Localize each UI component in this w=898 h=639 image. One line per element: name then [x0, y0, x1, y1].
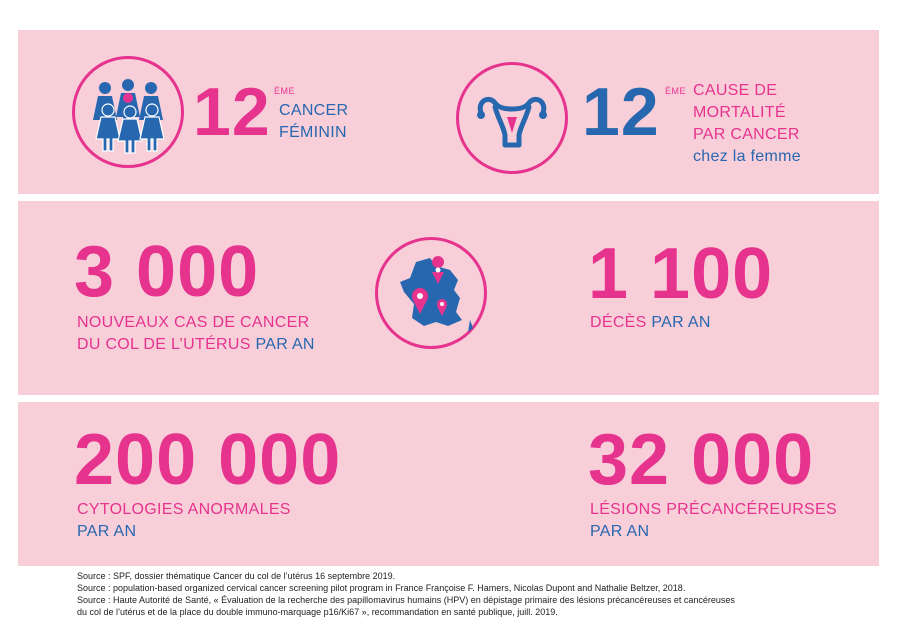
uterus-icon-circle	[456, 62, 568, 174]
stat4-label-suffix: PAR AN	[646, 314, 711, 331]
france-map-icon-circle	[375, 237, 487, 349]
uterus-icon	[459, 65, 565, 171]
stat2-line1: CAUSE DE	[693, 82, 778, 99]
source-line: Source : population-based organized cervical cancer screening pilot program in France Françoise F. Hamers, Nicolas Dupont and Nathalie Beltzer, 2018.	[77, 583, 686, 593]
stat1-superscript: ÈME	[274, 86, 296, 96]
stat6-line2: PAR AN	[590, 523, 650, 540]
stat5-line1: CYTOLOGIES ANORMALES	[77, 501, 291, 518]
stat1-line1: CANCER	[279, 102, 349, 119]
source-line: du col de l’utérus et de la place du double immuno-marquage p16/Ki67 », recommandation en santé publique, juill. 2019.	[77, 607, 558, 617]
stat6-line1: LÉSIONS PRÉCANCÉREURSES	[590, 501, 837, 518]
stat2-line2: MORTALITÉ	[693, 104, 786, 121]
stat3-number: 3 000	[74, 232, 260, 312]
stat4-number: 1 100	[588, 234, 774, 314]
stat6-number: 32 000	[588, 420, 815, 500]
stat2-number: 12	[582, 74, 660, 150]
stat3-line1: NOUVEAUX CAS DE CANCER	[77, 314, 310, 331]
women-group-icon-circle	[72, 56, 184, 168]
stat1-line2: FÉMININ	[279, 124, 347, 141]
stat4-label	[590, 312, 711, 334]
stat5-number: 200 000	[74, 420, 342, 500]
stat4-label-main: DÉCÈS	[590, 314, 647, 331]
source-line: Source : SPF, dossier thématique Cancer du col de l’utérus 16 septembre 2019.	[77, 571, 396, 581]
stat5-line2: PAR AN	[77, 523, 137, 540]
women-group-icon	[75, 59, 181, 165]
stat1-number: 12	[193, 74, 271, 150]
stat3-line2-main: DU COL DE L’UTÉRUS	[77, 336, 251, 353]
france-map-icon	[378, 240, 484, 346]
stat2-line3: PAR CANCER	[693, 126, 800, 143]
stat2-superscript: ÈME	[665, 86, 687, 96]
sources-footnote	[77, 570, 867, 618]
stat3-line2	[77, 334, 315, 356]
stat3-line2-suffix: PAR AN	[250, 336, 315, 353]
stat2-line4: chez la femme	[693, 148, 801, 165]
source-line: Source : Haute Autorité de Santé, « Évaluation de la recherche des papillomavirus humains (HPV) en dépistage primaire des lésions précancéreuses et cancéreuses	[77, 595, 735, 605]
